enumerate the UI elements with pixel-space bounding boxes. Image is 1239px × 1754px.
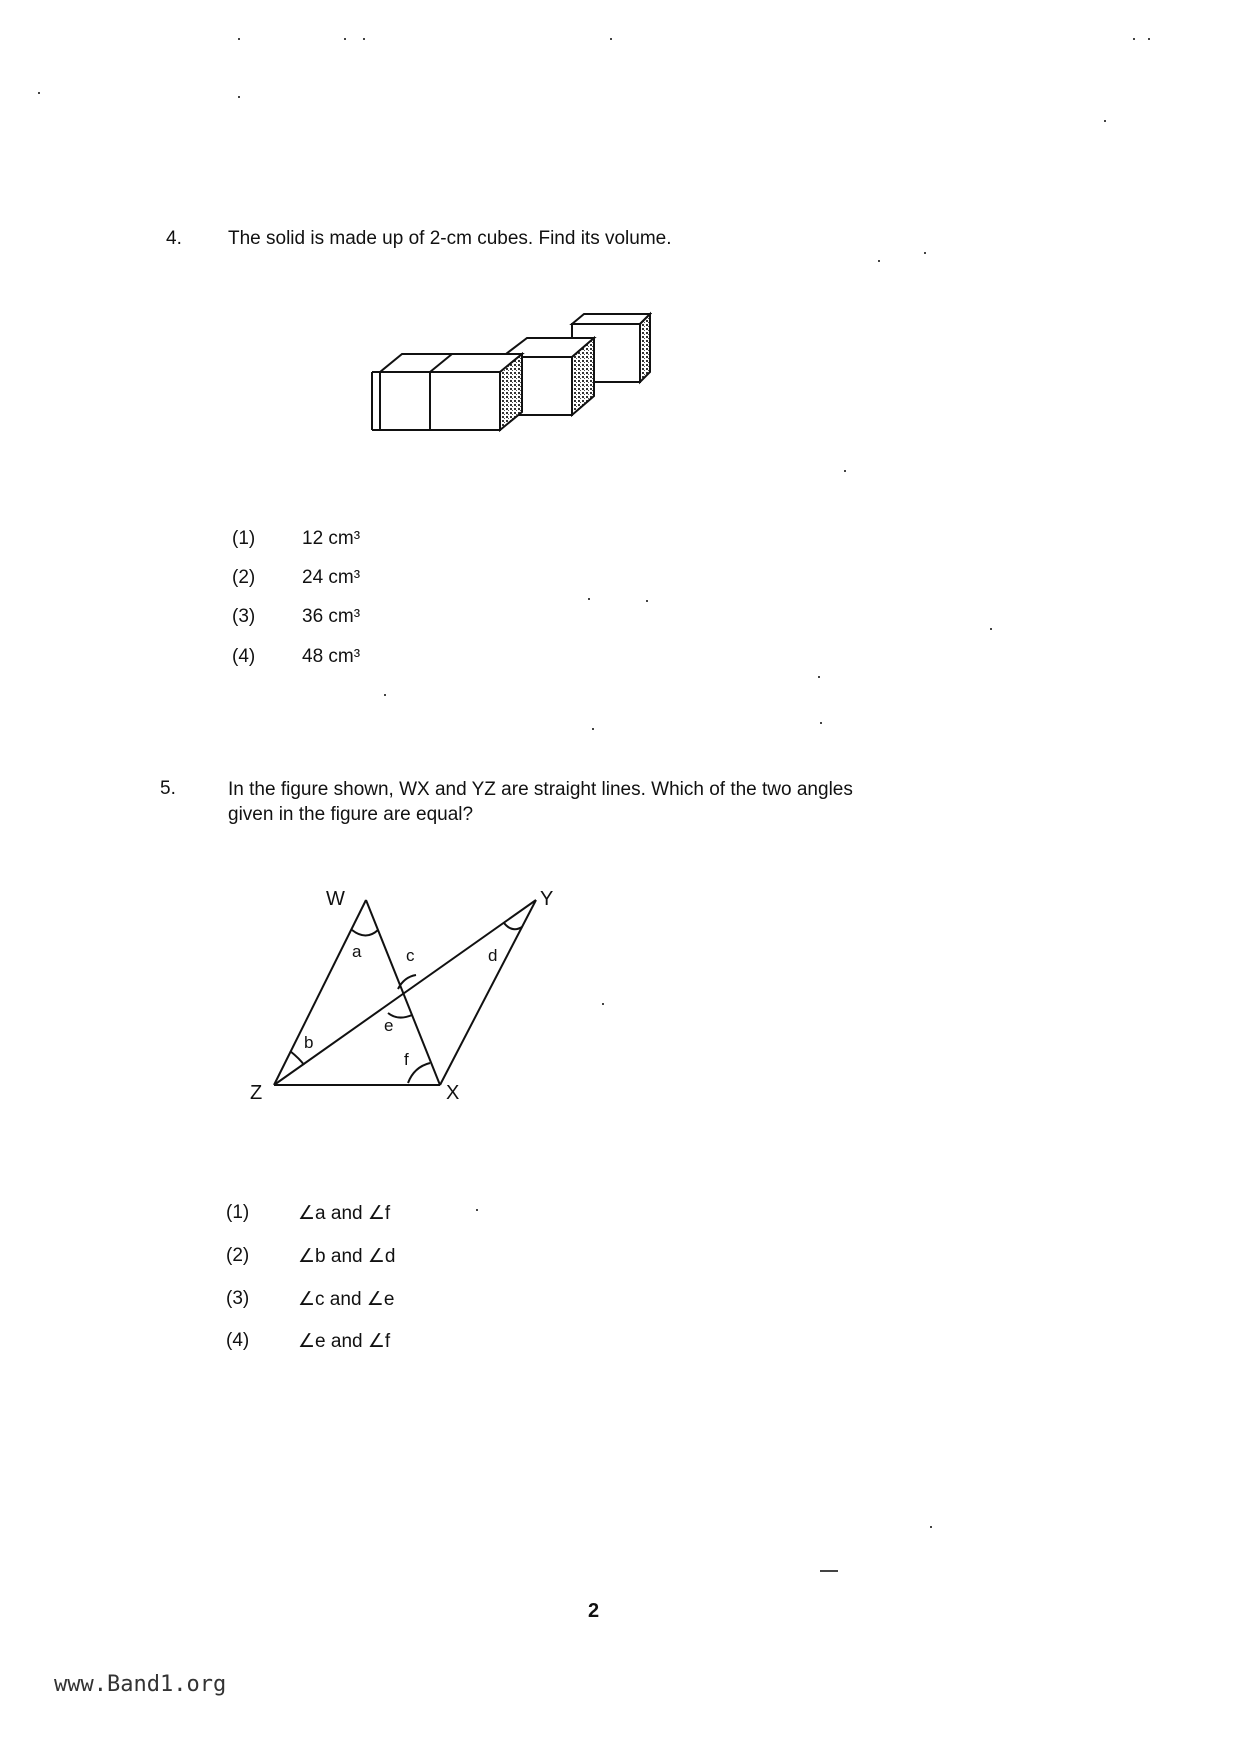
scan-speck: [476, 1209, 478, 1211]
page-number: 2: [588, 1600, 600, 1622]
scan-speck: [878, 260, 880, 262]
scan-speck: [344, 38, 346, 40]
angles-figure: [240, 885, 580, 1115]
option-text: ∠a and ∠f: [298, 1203, 391, 1224]
cubes-figure: [362, 300, 652, 480]
angle-e-label: e: [384, 1016, 394, 1035]
scan-speck: [990, 628, 992, 630]
scan-speck: [820, 722, 822, 724]
scan-speck: [924, 252, 926, 254]
vertex-y-label: Y: [540, 888, 554, 910]
option-text: 36 cm³: [302, 606, 361, 627]
angle-c-label: c: [406, 946, 415, 965]
scan-speck: [930, 1526, 932, 1528]
scan-speck: [1104, 120, 1106, 122]
scan-speck: [588, 598, 590, 600]
question-text-line-2: given in the figure are equal?: [228, 804, 474, 825]
scan-speck: [363, 38, 365, 40]
option-label: (3): [226, 1288, 250, 1309]
vertex-x-label: X: [446, 1082, 460, 1104]
angle-d-label: d: [488, 946, 498, 965]
scan-speck: [646, 600, 648, 602]
scan-speck: [238, 96, 240, 98]
scan-speck: [818, 676, 820, 678]
option-label: (1): [226, 1202, 250, 1223]
question-text-line-1: In the figure shown, WX and YZ are straight lines. Which of the two angles: [228, 779, 853, 800]
question-number: 4.: [166, 228, 182, 249]
option-label: (2): [232, 567, 256, 588]
scan-speck: [610, 38, 612, 40]
angle-a-label: a: [352, 942, 362, 961]
footer-url: www.Band1.org: [54, 1672, 227, 1697]
option-label: (3): [232, 606, 256, 627]
option-text: ∠e and ∠f: [298, 1331, 391, 1352]
question-text: The solid is made up of 2-cm cubes. Find its volume.: [228, 228, 672, 249]
option-text: 24 cm³: [302, 567, 361, 588]
option-label: (4): [232, 646, 256, 667]
option-text: 12 cm³: [302, 528, 361, 549]
scan-speck: [1133, 38, 1135, 40]
vertex-z-label: Z: [250, 1082, 263, 1104]
angle-b-label: b: [304, 1033, 314, 1052]
option-text: ∠c and ∠e: [298, 1289, 395, 1310]
vertex-w-label: W: [326, 888, 345, 910]
scan-speck: [844, 470, 846, 472]
scan-speck: [384, 694, 386, 696]
scan-speck: [602, 1003, 604, 1005]
scan-speck: [1148, 38, 1150, 40]
scan-speck: [820, 1570, 838, 1572]
line-wx: [366, 900, 440, 1085]
line-wz: [274, 900, 366, 1085]
option-label: (2): [226, 1245, 250, 1266]
option-label: (1): [232, 528, 256, 549]
scan-speck: [592, 728, 594, 730]
option-label: (4): [226, 1330, 250, 1351]
scan-speck: [238, 38, 240, 40]
option-text: 48 cm³: [302, 646, 361, 667]
option-text: ∠b and ∠d: [298, 1246, 396, 1267]
question-number: 5.: [160, 778, 176, 799]
scan-speck: [38, 92, 40, 94]
angle-f-label: f: [404, 1050, 409, 1069]
